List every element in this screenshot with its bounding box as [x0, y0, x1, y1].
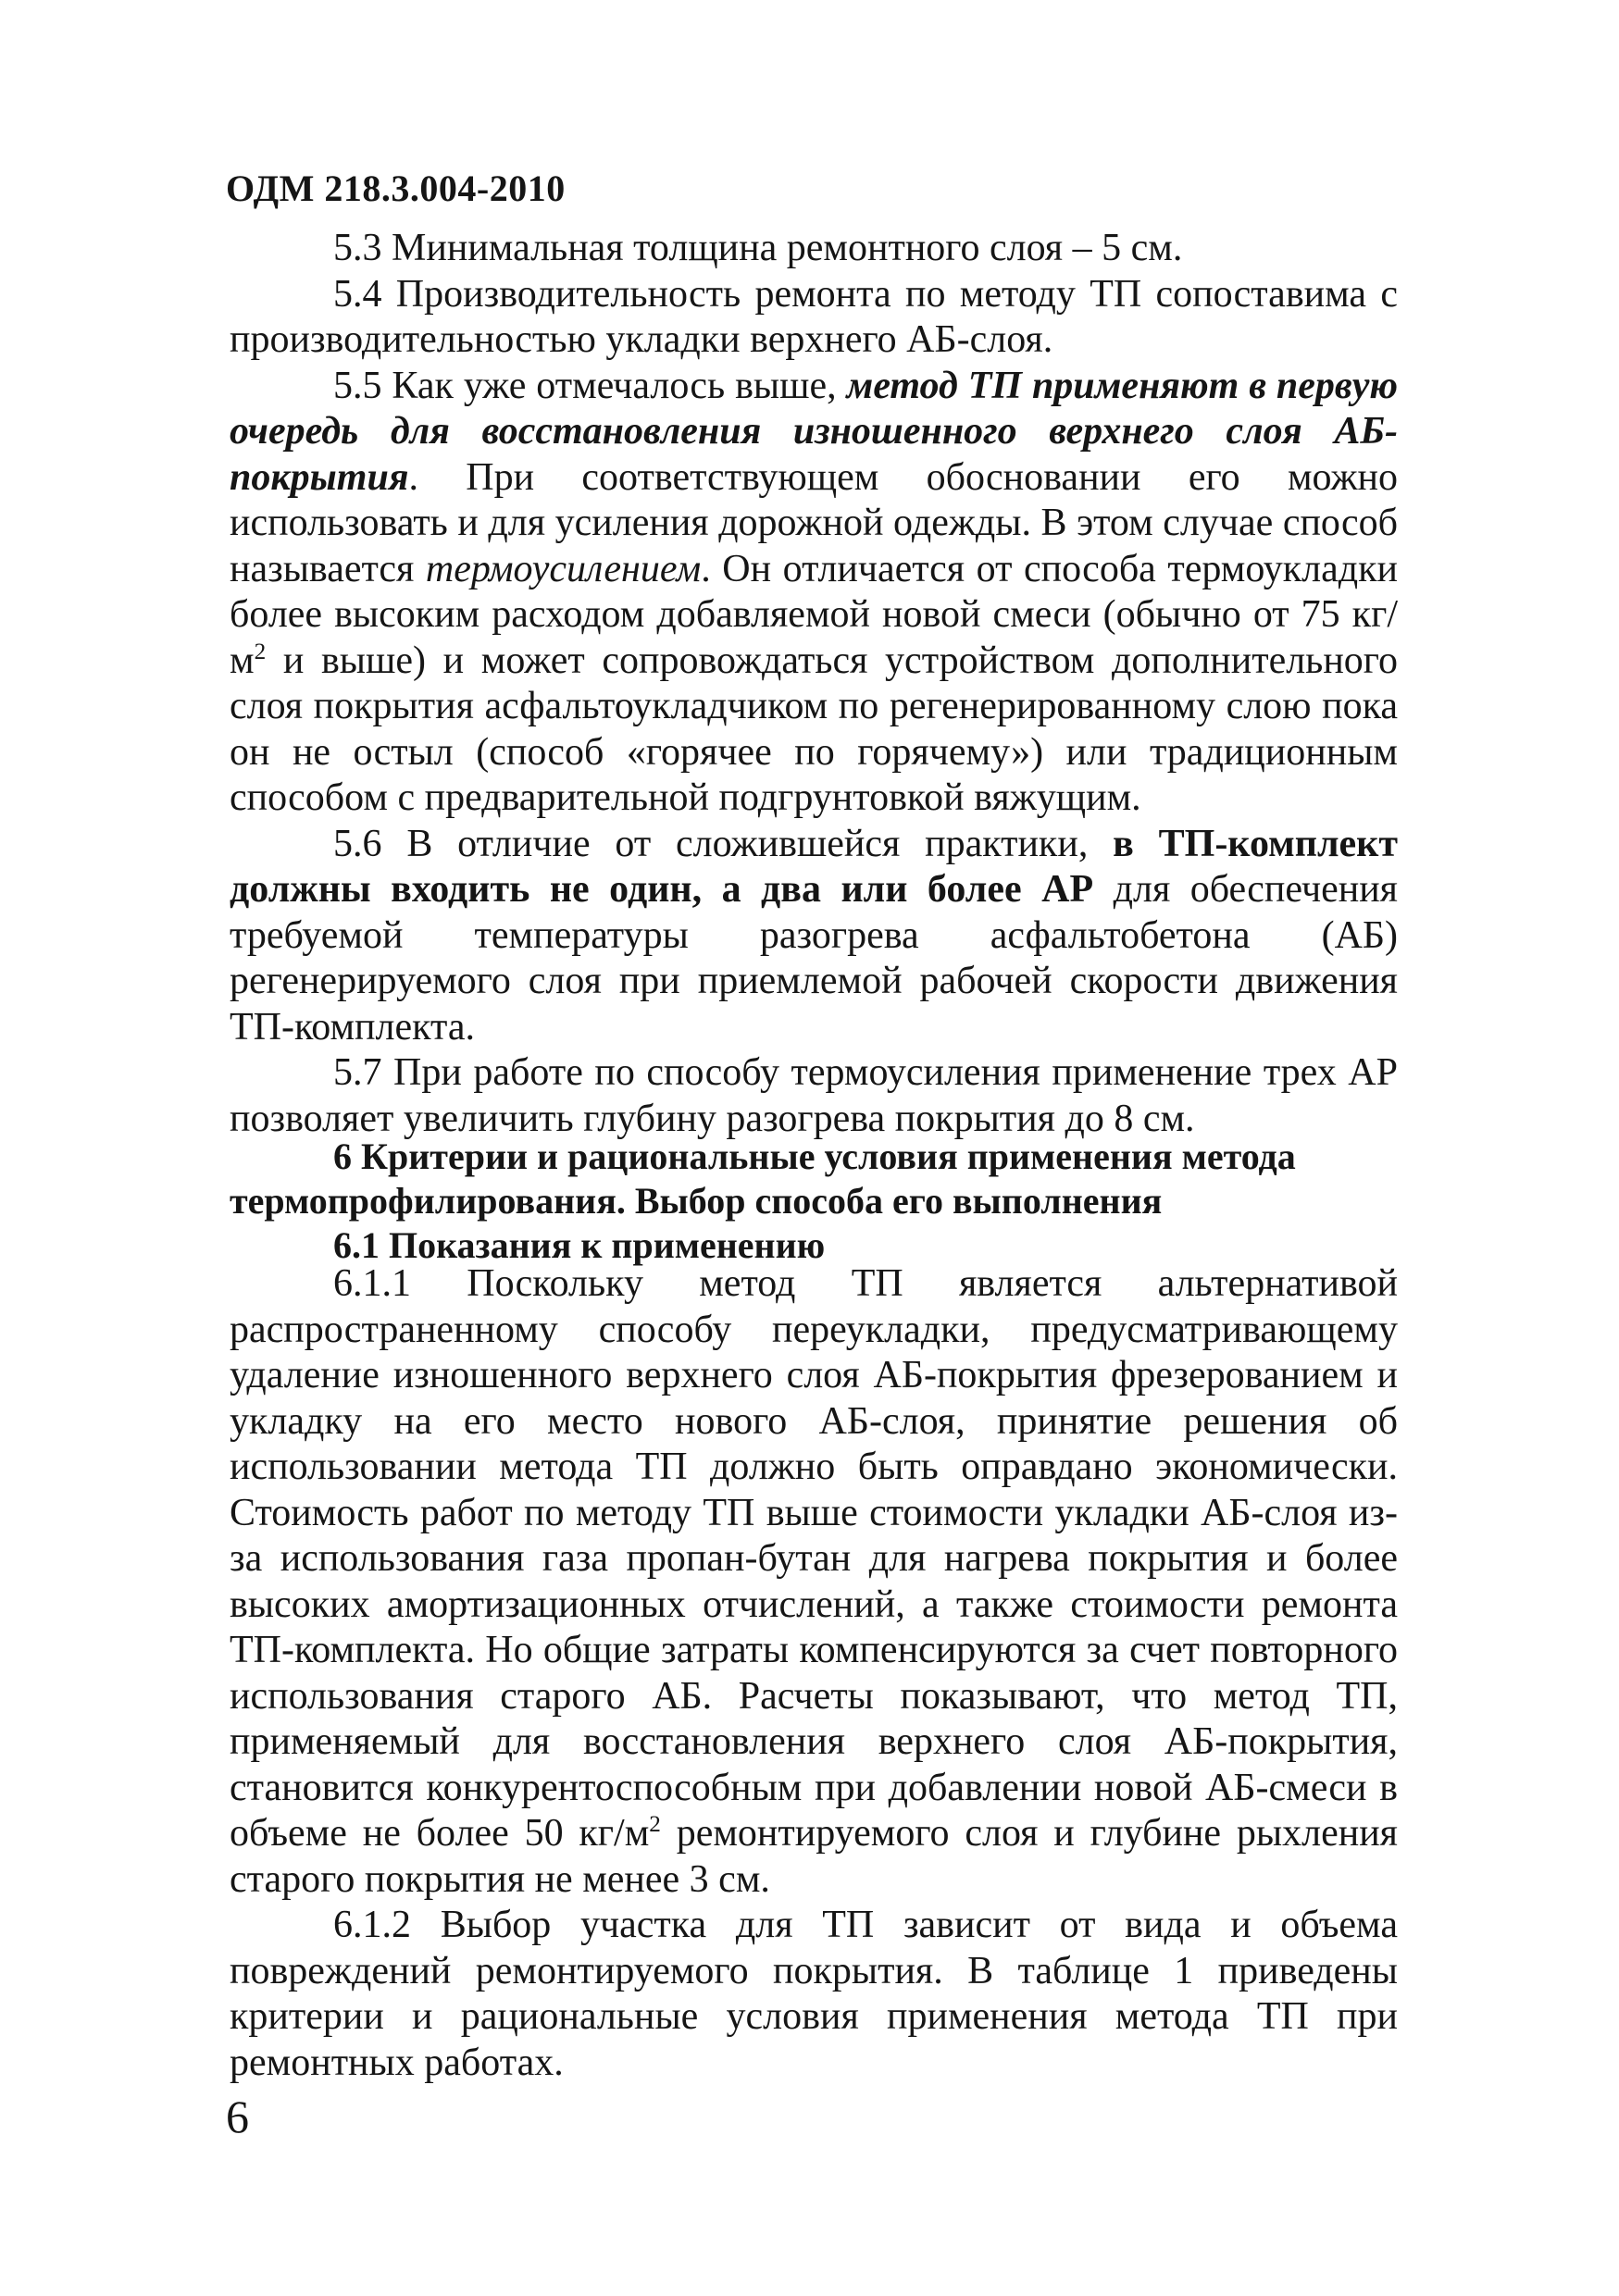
section-6-heading: [230, 1135, 1398, 1268]
paragraph-5-4: 5.4 Производительность ремонта по методу ТП сопоставима с производительностью укладки верхнего АБ-слоя.: [230, 272, 1398, 361]
paragraph-5-6: [230, 822, 1398, 1051]
document-code-header: ОДМ 218.3.004-2010: [226, 168, 566, 209]
paragraph-6-1-1-lead: 6.1.1 Поскольку метод ТП является альтернативой распространенному способу переукладки, предусматривающему удаление изношенного верхнего слоя АБ-покрытия фрезерованием и укладку на его место нового АБ-слоя, принятие решения об использовании метода ТП должно быть оправдано экономически. Стоимость работ по методу ТП выше стоимости укладки АБ-слоя из-за использования газа пропан-бутан для нагрева покрытия и более высоких амортизационных отчислений, а также стоимости ремонта ТП-комплекта. Но общие затраты компенсируются за счет повторного использования старого АБ. Расчеты показывают, что метод ТП, применяемый для восстановления верхнего слоя АБ-покрытия, становится конкурентоспособным при добавлении новой АБ-смеси в объеме не более 50 кг/м: [230, 1262, 1398, 1855]
paragraph-5-5-mid1: . При соответствующем обосновании его можно использовать и для усиления дорожной одежды. В этом случае способ называется: [230, 455, 1398, 590]
section-6-title-line1: 6 Критерии и рациональные условия применения метода: [333, 1136, 1296, 1177]
paragraph-5-5-superscript: 2: [254, 639, 267, 664]
paragraph-5-5-emphasis: метод ТП применяют в первую очередь для восстановления изношенного верхнего слоя АБ-покрытия: [230, 364, 1398, 499]
paragraph-5-6-lead: 5.6 В отличие от сложившейся практики,: [333, 822, 1114, 865]
section-6-body: [230, 1261, 1398, 2086]
paragraph-5-5-tail: и выше) и может сопровождаться устройством дополнительного слоя покрытия асфальтоукладчиком по регенерированному слою пока он не остыл (способ «горячее по горячему») или традиционным способом с предварительной подгрунтовкой вяжущим.: [230, 639, 1398, 819]
paragraph-5-6-tail: для обеспечения требуемой температуры разогрева асфальтобетона (АБ) регенерируемого слоя при приемлемой рабочей скорости движения ТП-комплекта.: [230, 868, 1398, 1049]
paragraph-5-3: 5.3 Минимальная толщина ремонтного слоя – 5 см.: [333, 227, 1183, 269]
subsection-6-1-title: 6.1 Показания к применению: [333, 1224, 826, 1266]
paragraph-6-1-1: [230, 1261, 1398, 1903]
section-6-title-line2: термопрофилирования. Выбор способа его выполнения: [230, 1180, 1163, 1222]
paragraph-5-5-term: термоусилением: [425, 547, 702, 590]
paragraph-6-1-1-tail: ремонтируемого слоя и глубине рыхления старого покрытия не менее 3 см.: [230, 1812, 1398, 1901]
paragraph-6-1-2: 6.1.2 Выбор участка для ТП зависит от вида и объема повреждений ремонтируемого покрытия. В таблице 1 приведены критерии и рациональные условия применения метода ТП при ремонтных работах.: [230, 1904, 1398, 2084]
page-number: 6: [226, 2091, 249, 2142]
paragraph-5-6-bold: в ТП-комплект должны входить не один, а два или более АР: [230, 822, 1398, 911]
section-5-body: [230, 226, 1398, 1142]
paragraph-5-7: 5.7 При работе по способу термоусиления применение трех АР позволяет увеличить глубину разогрева покрытия до 8 см.: [230, 1051, 1398, 1140]
paragraph-6-1-1-superscript: 2: [649, 1812, 661, 1837]
paragraph-5-5-mid2: . Он отличается от способа термоукладки более высоким расходом добавляемой новой смеси (обычно от 75 кг/м: [230, 547, 1398, 682]
paragraph-5-5: [230, 364, 1398, 822]
paragraph-5-5-lead: 5.5 Как уже отмечалось выше,: [333, 364, 847, 407]
